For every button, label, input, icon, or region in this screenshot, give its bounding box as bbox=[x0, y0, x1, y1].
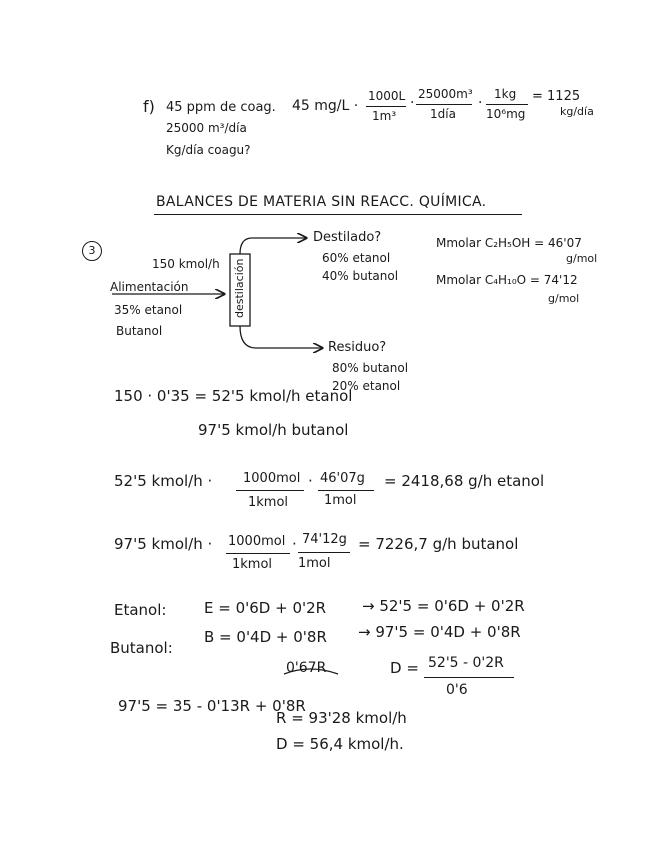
distillate-arrow bbox=[240, 238, 306, 254]
brace-label: 0'67R bbox=[286, 660, 327, 676]
d-expression-label: D = bbox=[390, 659, 419, 677]
butanol-balance-equation: B = 0'4D + 0'8R bbox=[204, 628, 327, 646]
factor3-denominator: 10⁶mg bbox=[486, 107, 526, 121]
residue-arrow bbox=[240, 326, 322, 348]
feed-rate: 150 kmol/h bbox=[152, 257, 220, 271]
result-value: = 1125 bbox=[532, 89, 581, 104]
factor1-denominator: 1m³ bbox=[372, 109, 397, 123]
residue-label: Residuo? bbox=[328, 340, 387, 355]
factor1-numerator: 1000L bbox=[368, 89, 406, 103]
d-denominator: 0'6 bbox=[446, 682, 468, 698]
ethanol-balance-equation: E = 0'6D + 0'2R bbox=[204, 599, 327, 617]
factor2-numerator: 25000m³ bbox=[418, 87, 473, 101]
multiply-dot: · bbox=[478, 95, 483, 111]
fraction-bar bbox=[236, 490, 304, 491]
flow-rate: 25000 m³/día bbox=[166, 121, 247, 135]
ethanol-balance-label: Etanol: bbox=[114, 601, 167, 619]
multiply-dot: · bbox=[292, 535, 297, 553]
molar-mass-butanol: Mmolar C₄H₁₀O = 74'12 bbox=[436, 273, 578, 287]
fraction-bar bbox=[298, 552, 350, 553]
distillate-butanol: 40% butanol bbox=[322, 269, 399, 283]
ethanol-flow-calc: 150 · 0'35 = 52'5 kmol/h etanol bbox=[114, 387, 353, 405]
column-label: destilación bbox=[233, 258, 246, 318]
residue-ethanol: 20% etanol bbox=[332, 379, 401, 393]
feed-composition-ethanol: 35% etanol bbox=[114, 303, 183, 317]
fraction-bar bbox=[318, 490, 374, 491]
distillate-ethanol: 60% etanol bbox=[322, 251, 391, 265]
question-kg-day: Kg/día coagu? bbox=[166, 143, 251, 157]
distillate-label: Destilado? bbox=[313, 230, 382, 245]
ethanol-balance-substituted: → 52'5 = 0'6D + 0'2R bbox=[362, 597, 525, 615]
factor2-denominator: 1día bbox=[430, 107, 456, 121]
butanol-balance-substituted: → 97'5 = 0'4D + 0'8R bbox=[358, 623, 521, 641]
feed-composition-butanol: Butanol bbox=[116, 324, 163, 338]
coagulant-ppm: 45 ppm de coag. bbox=[166, 100, 276, 115]
residue-butanol: 80% butanol bbox=[332, 361, 409, 375]
multiply-dot: · bbox=[308, 472, 313, 490]
fraction-bar bbox=[226, 553, 290, 554]
d-result: D = 56,4 kmol/h. bbox=[276, 735, 404, 753]
r-result: R = 93'28 kmol/h bbox=[276, 709, 407, 727]
conv2-factor2-denominator: 1mol bbox=[298, 556, 331, 571]
problem-number-badge: 3 bbox=[82, 241, 102, 261]
molar-mass-ethanol-unit: g/mol bbox=[566, 252, 598, 265]
section-heading: BALANCES DE MATERIA SIN REACC. QUÍMICA. bbox=[156, 194, 487, 210]
butanol-balance-label: Butanol: bbox=[110, 639, 173, 657]
conv1-factor1-denominator: 1kmol bbox=[248, 495, 289, 510]
factor3-numerator: 1kg bbox=[494, 87, 517, 101]
d-numerator: 52'5 - 0'2R bbox=[428, 655, 504, 671]
conv2-factor2-numerator: 74'12g bbox=[302, 532, 347, 547]
conv2-result: = 7226,7 g/h butanol bbox=[358, 535, 519, 553]
multiply-dot: · bbox=[410, 95, 415, 111]
combined-equation: 97'5 = 35 - 0'13R + 0'8R bbox=[118, 697, 306, 715]
conv2-lead: 97'5 kmol/h · bbox=[114, 535, 213, 553]
conv1-lead: 52'5 kmol/h · bbox=[114, 472, 213, 490]
conv1-factor1-numerator: 1000mol bbox=[243, 471, 301, 486]
conv1-factor2-denominator: 1mol bbox=[324, 493, 357, 508]
butanol-flow-calc: 97'5 kmol/h butanol bbox=[198, 421, 349, 439]
result-unit: kg/día bbox=[560, 105, 594, 118]
molar-mass-butanol-unit: g/mol bbox=[548, 292, 580, 305]
conv2-factor1-denominator: 1kmol bbox=[232, 557, 273, 572]
conv1-result: = 2418,68 g/h etanol bbox=[384, 472, 545, 490]
feed-label: Alimentación bbox=[110, 280, 189, 294]
fraction-bar bbox=[424, 677, 514, 678]
concentration: 45 mg/L · bbox=[292, 98, 359, 114]
item-label-f: f) bbox=[143, 97, 155, 116]
molar-mass-ethanol: Mmolar C₂H₅OH = 46'07 bbox=[436, 236, 582, 250]
conv2-factor1-numerator: 1000mol bbox=[228, 534, 286, 549]
conv1-factor2-numerator: 46'07g bbox=[320, 471, 365, 486]
